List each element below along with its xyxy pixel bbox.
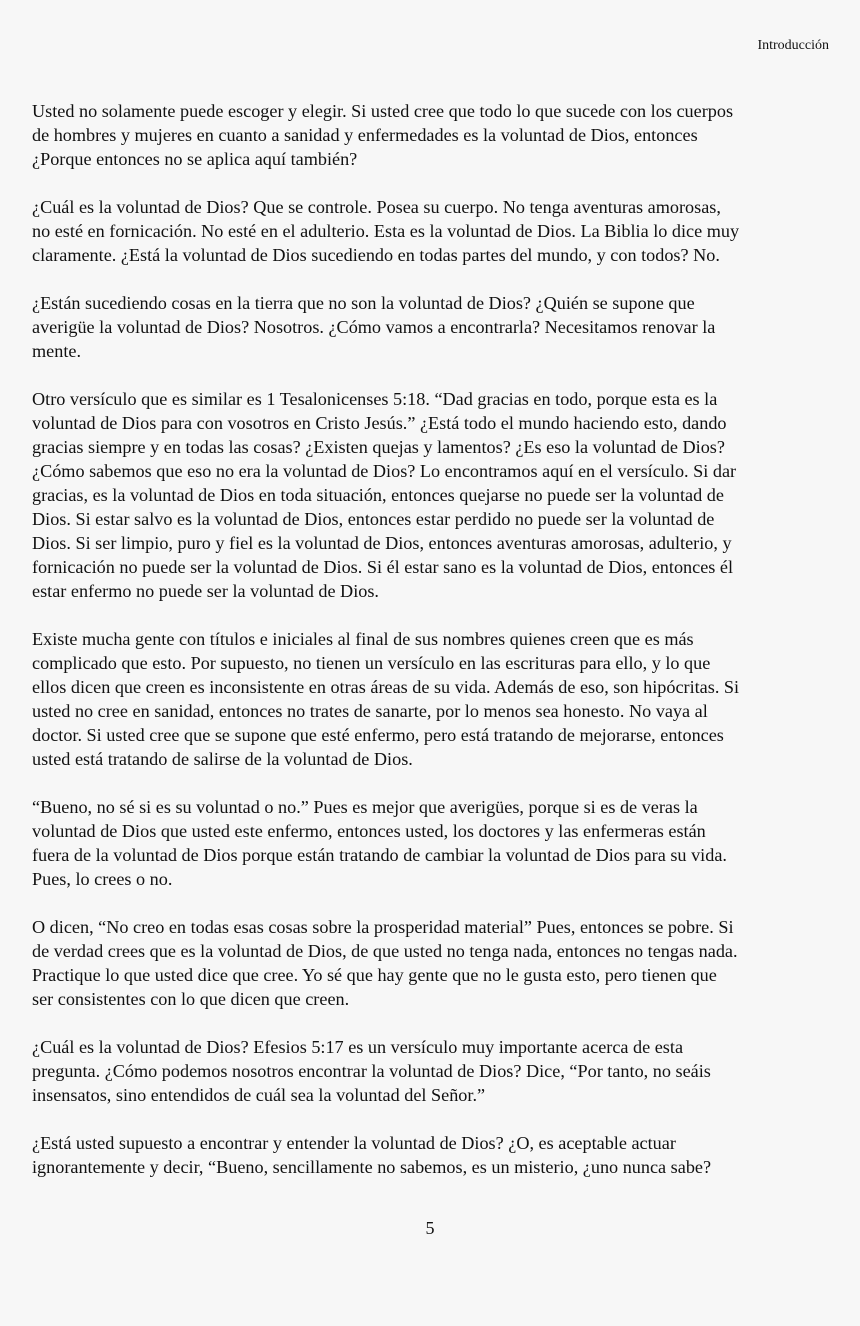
text-line: Existe mucha gente con títulos e iniciales al final de sus nombres quienes creen que es más [32, 629, 694, 649]
text-line: de verdad crees que es la voluntad de Dios, de que usted no tenga nada, entonces no tengas nada. [32, 941, 738, 961]
text-line: de hombres y mujeres en cuanto a sanidad y enfermedades es la voluntad de Dios, entonces [32, 125, 698, 145]
paragraph [32, 1035, 832, 1107]
text-line: usted no cree en sanidad, entonces no trates de sanarte, por lo menos sea honesto. No vaya al [32, 701, 708, 721]
page-body [32, 99, 832, 1203]
text-line: doctor. Si usted cree que se supone que esté enfermo, pero está tratando de mejorarse, entonces [32, 725, 724, 745]
text-line: voluntad de Dios para con vosotros en Cristo Jesús.” ¿Está todo el mundo haciendo esto, dando [32, 413, 727, 433]
text-line: usted está tratando de salirse de la voluntad de Dios. [32, 749, 413, 769]
text-line: ¿Cuál es la voluntad de Dios? Que se controle. Posea su cuerpo. No tenga aventuras amorosas, [32, 197, 721, 217]
paragraph [32, 915, 832, 1011]
text-line: fornicación no puede ser la voluntad de Dios. Si él estar sano es la voluntad de Dios, entonces él [32, 557, 734, 577]
text-line: ¿Está usted supuesto a encontrar y entender la voluntad de Dios? ¿O, es aceptable actuar [32, 1133, 676, 1153]
text-line: Pues, lo crees o no. [32, 869, 173, 889]
text-line: Dios. Si estar salvo es la voluntad de Dios, entonces estar perdido no puede ser la voluntad de [32, 509, 715, 529]
text-line: mente. [32, 341, 81, 361]
text-line: ¿Cuál es la voluntad de Dios? Efesios 5:17 es un versículo muy importante acerca de esta [32, 1037, 684, 1057]
text-line: averigüe la voluntad de Dios? Nosotros. ¿Cómo vamos a encontrarla? Necesitamos renovar la [32, 317, 716, 337]
text-line: ¿Están sucediendo cosas en la tierra que no son la voluntad de Dios? ¿Quién se supone que [32, 293, 695, 313]
text-line: ignorantemente y decir, “Bueno, sencillamente no sabemos, es un misterio, ¿uno nunca sabe? [32, 1157, 712, 1177]
text-line: O dicen, “No creo en todas esas cosas sobre la prosperidad material” Pues, entonces se pobre. Si [32, 917, 734, 937]
text-line: ¿Cómo sabemos que eso no era la voluntad de Dios? Lo encontramos aquí en el versículo. Si dar [32, 461, 737, 481]
paragraph [32, 99, 832, 171]
text-line: insensatos, sino entendidos de cuál sea la voluntad del Señor.” [32, 1085, 486, 1105]
text-line: Otro versículo que es similar es 1 Tesalonicenses 5:18. “Dad gracias en todo, porque esta es la [32, 389, 718, 409]
paragraph [32, 627, 832, 771]
text-line: ¿Porque entonces no se aplica aquí también? [32, 149, 358, 169]
paragraph [32, 795, 832, 891]
text-line: no esté en fornicación. No esté en el adulterio. Esta es la voluntad de Dios. La Biblia lo dice muy [32, 221, 740, 241]
text-line: voluntad de Dios que usted este enfermo, entonces usted, los doctores y las enfermeras están [32, 821, 706, 841]
paragraph [32, 291, 832, 363]
text-line: pregunta. ¿Cómo podemos nosotros encontrar la voluntad de Dios? Dice, “Por tanto, no seáis [32, 1061, 711, 1081]
text-line: ellos dicen que creen es inconsistente en otras áreas de su vida. Además de eso, son hipócritas. Si [32, 677, 740, 697]
text-line: Dios. Si ser limpio, puro y fiel es la voluntad de Dios, entonces aventuras amorosas, adulterio, y [32, 533, 732, 553]
text-line: ser consistentes con lo que dicen que creen. [32, 989, 350, 1009]
running-header: Introducción [757, 38, 829, 53]
paragraph [32, 387, 832, 603]
text-line: Usted no solamente puede escoger y elegir. Si usted cree que todo lo que sucede con los cuerpos [32, 101, 734, 121]
page-number: 5 [425, 1218, 435, 1238]
paragraph [32, 195, 832, 267]
text-line: fuera de la voluntad de Dios porque están tratando de cambiar la voluntad de Dios para su vida. [32, 845, 727, 865]
text-line: “Bueno, no sé si es su voluntad o no.” Pues es mejor que averigües, porque si es de veras la [32, 797, 698, 817]
text-line: complicado que esto. Por supuesto, no tienen un versículo en las escrituras para ello, y lo que [32, 653, 711, 673]
text-line: gracias siempre y en todas las cosas? ¿Existen quejas y lamentos? ¿Es eso la voluntad de Dios? [32, 437, 725, 457]
text-line: claramente. ¿Está la voluntad de Dios sucediendo en todas partes del mundo, y con todos? No. [32, 245, 720, 265]
text-line: gracias, es la voluntad de Dios en toda situación, entonces quejarse no puede ser la voluntad de [32, 485, 724, 505]
text-line: Practique lo que usted dice que cree. Yo sé que hay gente que no le gusta esto, pero tienen que [32, 965, 717, 985]
text-line: estar enfermo no puede ser la voluntad de Dios. [32, 581, 379, 601]
paragraph [32, 1131, 832, 1179]
